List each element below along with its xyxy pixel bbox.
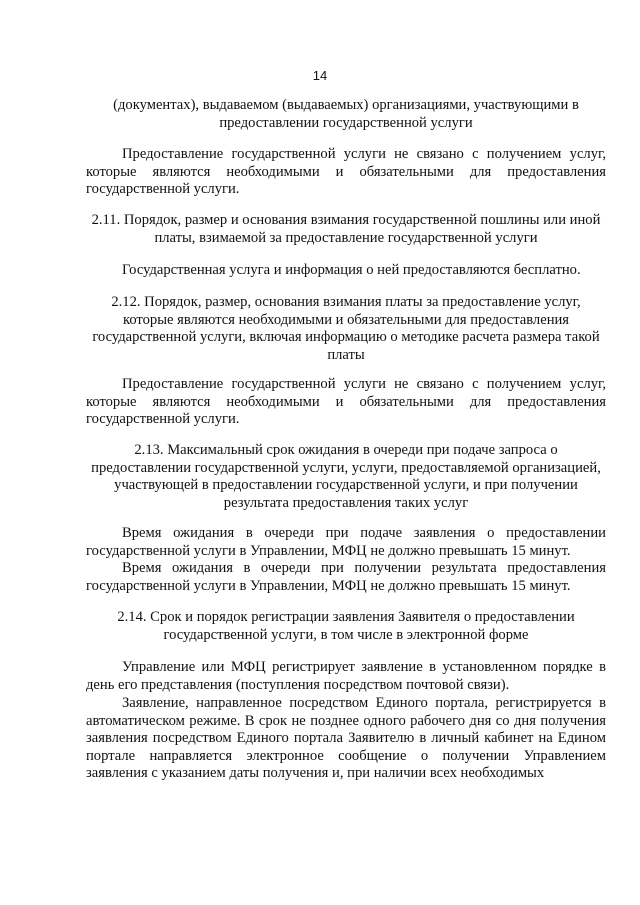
section-heading-2-12: 2.12. Порядок, размер, основания взимания платы за предоставление услуг, которые являются необходимыми и обязательными для предоставления государственной услуги, включая информацию о методике расчета размера такой платы [92,294,600,363]
paragraph-portal-registration: Заявление, направленное посредством Единого портала, регистрируется в автоматическом режиме. В срок не позднее одного рабочего дня со дня получения заявления посредством Единого портала Заявителю в личный кабинет на Едином портале направляется электронное сообщение о получении Управлением заявления с указанием даты получения и, при наличии всех необходимых [86,695,606,782]
section-heading-2-13: 2.13. Максимальный срок ожидания в очереди при подаче запроса о предоставлении государственной услуги, услуги, предоставляемой организацией, участвующей в предоставлении государственной услуги, и при получении результата предоставления таких услуг [91,442,601,511]
page-number: 14 [312,68,328,83]
section-heading-2-14: 2.14. Срок и порядок регистрации заявления Заявителя о предоставлении государственной услуги, в том числе в электронной форме [117,609,575,643]
heading-continuation: (документах), выдаваемом (выдаваемых) организациями, участвующими в предоставлении государственной услуги [113,97,579,131]
paragraph-no-related-services: Предоставление государственной услуги не связано с получением услуг, которые являются необходимыми и обязательными для предоставления государственной услуги. [86,146,606,198]
paragraph-free-of-charge: Государственная услуга и информация о ней предоставляются бесплатно. [122,262,581,278]
paragraph-no-related-services-2: Предоставление государственной услуги не связано с получением услуг, которые являются необходимыми и обязательными для предоставления государственной услуги. [86,376,606,428]
paragraph-queue-time-submission: Время ожидания в очереди при подаче заявления о предоставлении государственной услуги в Управлении, МФЦ не должно превышать 15 минут. [86,525,606,559]
paragraph-queue-time-result: Время ожидания в очереди при получении результата предоставления государственной услуги в Управлении, МФЦ не должно превышать 15 минут. [86,560,606,594]
section-heading-2-11: 2.11. Порядок, размер и основания взимания государственной пошлины или иной платы, взимаемой за предоставление государственной услуги [91,212,601,246]
paragraph-registration: Управление или МФЦ регистрирует заявление в установленном порядке в день его представления (поступления посредством почтовой связи). [86,659,606,693]
